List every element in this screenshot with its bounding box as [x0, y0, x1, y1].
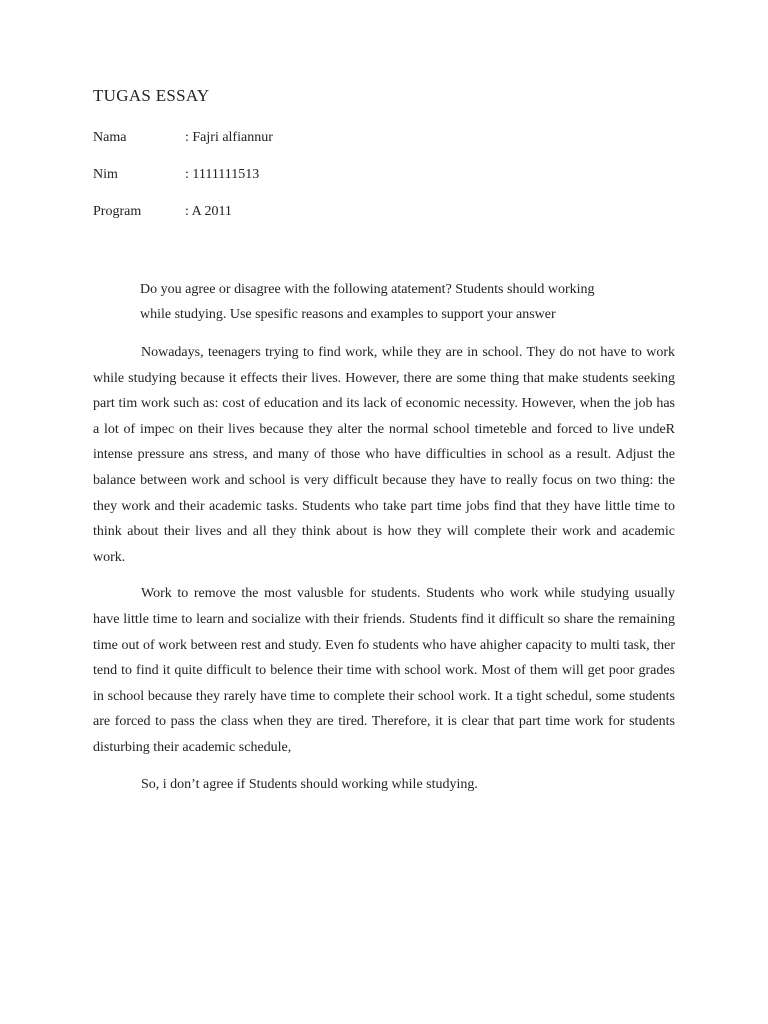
- essay-question-line-1: Do you agree or disagree with the following atatement? Students should working: [140, 282, 595, 297]
- meta-label-program: Program: [93, 204, 142, 219]
- meta-value-program: : A 2011: [185, 204, 232, 219]
- essay-paragraph-1: Nowadays, teenagers trying to find work, while they are in school. They do not have to work while studying because it effects their lives. However, there are some thing that make students seeking part tim work such as: cost of education and its lack of economic necessity. However, when the job has a lot of impec on their lives because they alter the normal school timeteble and forced to live undeR intense pressure ans stress, and many of those who have difficulties in school as a result. Adjust the balance between work and school is very difficult because they have to really focus on two thing: the they work and their academic tasks. Students who take part time jobs find that they have little time to think about their lives and all they think about is how they will complete their work and academic work.: [93, 345, 675, 565]
- essay-question: [140, 277, 660, 327]
- document-title: TUGAS ESSAY: [93, 86, 210, 105]
- essay-paragraph-2: Work to remove the most valusble for students. Students who work while studying usually have little time to learn and socialize with their friends. Students find it difficult so share the remaining time out of work between rest and study. Even fo students who have ahigher capacity to multi task, ther tend to find it quite difficult to belence their time with school work. Most of them will get poor grades in school because they rarely have time to complete their school work. It a tight schedul, some students are forced to pass the class when they are tired. Therefore, it is clear that part time work for students disturbing their academic schedule,: [93, 586, 675, 755]
- meta-row-nim: [93, 167, 259, 183]
- meta-row-program: [93, 204, 232, 220]
- essay-question-line-2: while studying. Use spesific reasons and examples to support your answer: [140, 307, 556, 322]
- meta-row-nama: [93, 130, 273, 146]
- essay-body: [93, 340, 675, 808]
- essay-conclusion: So, i don’t agree if Students should working while studying.: [141, 776, 478, 792]
- meta-label-nim: Nim: [93, 167, 118, 182]
- meta-label-nama: Nama: [93, 130, 127, 145]
- meta-value-nama: : Fajri alfiannur: [185, 130, 273, 145]
- meta-value-nim: : 1111111513: [185, 167, 260, 182]
